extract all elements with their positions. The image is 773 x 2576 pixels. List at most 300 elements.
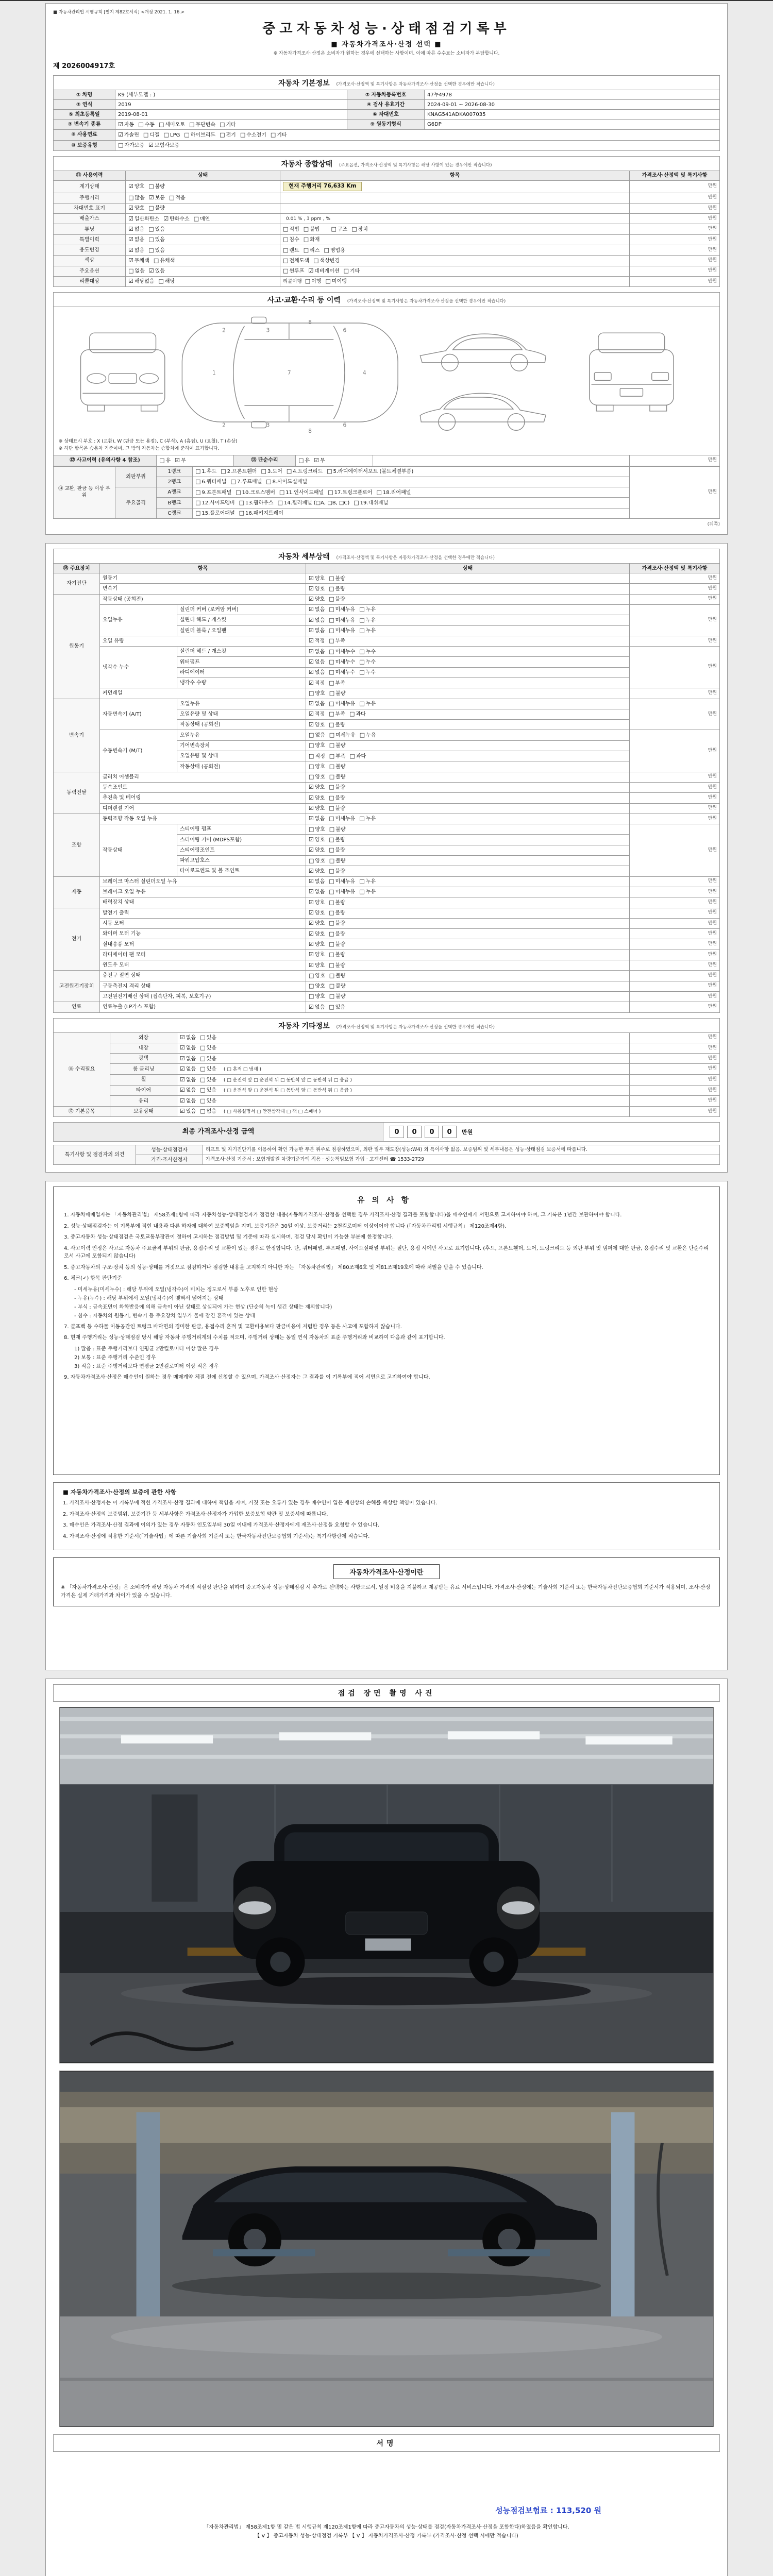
checkbox-양호[interactable] — [309, 794, 325, 802]
checkbox-양호[interactable] — [309, 575, 325, 582]
checkbox-영업용[interactable] — [324, 247, 345, 254]
checkbox-8.사이드실패널[interactable] — [266, 478, 307, 485]
checkbox-있음[interactable] — [200, 1076, 216, 1083]
checkbox-해당없음[interactable] — [128, 278, 155, 285]
checkbox-전기[interactable] — [220, 131, 236, 139]
amount-digit: 0 — [442, 1126, 457, 1138]
checkbox-없음[interactable] — [309, 648, 325, 655]
checkbox-양호[interactable] — [309, 826, 325, 833]
checkbox-없음[interactable] — [180, 1065, 196, 1073]
table-row — [54, 918, 720, 928]
checkbox-무단변속[interactable] — [189, 121, 215, 128]
checkbox-유[interactable] — [159, 457, 171, 464]
checkbox-없음[interactable] — [180, 1097, 196, 1105]
table-row — [54, 876, 720, 887]
checkbox-13.휠하우스[interactable] — [239, 499, 274, 506]
checkbox-16.패키지트레이[interactable] — [239, 510, 283, 517]
checkbox-label: 양호 — [314, 806, 325, 812]
checkbox-불량[interactable] — [329, 794, 345, 802]
checkbox-11.인사이드패널[interactable] — [279, 489, 324, 496]
checkbox-자동[interactable] — [118, 121, 134, 128]
checkbox-없음[interactable] — [309, 1004, 325, 1011]
form-reference: ■ 자동차관리법 시행규칙 [별지 제82호서식] <개정 2021. 1. 16.> — [53, 10, 185, 15]
checkbox-label: 양호 — [314, 921, 325, 927]
vin-label: ⑥ 차대번호 — [347, 110, 425, 120]
checkbox-label: 있음 — [155, 226, 165, 232]
checkbox-양호[interactable] — [309, 585, 325, 592]
checkbox-양호[interactable] — [309, 846, 325, 854]
checkbox-누수[interactable] — [359, 658, 376, 666]
checkbox-썬루프[interactable] — [283, 267, 304, 275]
document-sheet — [45, 3, 728, 2576]
exchange-panel-table — [53, 466, 720, 519]
checkbox-과다[interactable] — [349, 753, 366, 760]
checkbox-4.트렁크리드[interactable] — [287, 468, 323, 475]
checkbox-양호[interactable] — [309, 993, 325, 1000]
checkbox-양호[interactable] — [309, 941, 325, 948]
checkbox-가솔린[interactable] — [118, 131, 139, 139]
checkbox-누유[interactable] — [359, 606, 376, 613]
checkbox-2.프론트휀더[interactable] — [221, 468, 257, 475]
checkbox-적정[interactable] — [309, 680, 325, 687]
checkbox-icon: □ — [329, 648, 334, 655]
checkbox-label: 5.라디에이터서포트 (볼트체결부품) — [333, 469, 414, 475]
state-cell — [126, 234, 280, 245]
checkbox-불량[interactable] — [329, 690, 346, 697]
checkbox-적정[interactable] — [309, 637, 325, 645]
checkbox-LPG[interactable] — [164, 131, 180, 139]
checkbox-불량[interactable] — [329, 721, 345, 728]
checkbox-유채색[interactable] — [154, 257, 175, 264]
checkbox-14.필러패널 (□A, □B, □C)[interactable] — [278, 499, 350, 506]
checkbox-label: 미세누수 — [335, 670, 356, 676]
checkbox-icon: □ — [329, 930, 334, 937]
checkbox-양호[interactable] — [309, 805, 325, 812]
checkbox-미세누수[interactable] — [329, 669, 355, 676]
item-label: 와이퍼 모터 기능 — [100, 929, 306, 939]
checkbox-불량[interactable] — [329, 857, 346, 865]
checkbox-미세누수[interactable] — [329, 648, 355, 655]
checkbox-없음[interactable] — [309, 658, 325, 666]
price-cell: 만원 — [630, 699, 720, 730]
checkbox-icon: □ — [331, 225, 337, 232]
checkbox-양호[interactable] — [309, 982, 325, 990]
checkbox-색상변경[interactable] — [313, 257, 340, 264]
table-row — [54, 1123, 720, 1142]
checkbox-icon: □ — [200, 1044, 206, 1052]
checkbox-매연[interactable] — [194, 215, 210, 223]
checkbox-label: 보통 — [155, 195, 165, 201]
state-cell — [306, 782, 630, 792]
checkbox-label: 누수 — [365, 670, 376, 676]
checkbox-미세누유[interactable] — [329, 700, 355, 707]
checkbox-label: 불량 — [335, 858, 346, 864]
notice-subitem: - 미세누유(미세누수) : 해당 부위에 오일(냉각수)이 비치는 정도로서 부품 노후로 인한 현상 — [74, 1286, 278, 1293]
checkbox-기타[interactable] — [271, 131, 287, 139]
checkbox-미세누수[interactable] — [329, 658, 355, 666]
checkbox-양호[interactable] — [309, 920, 325, 927]
checkbox-label: 10.크로스멤버 — [242, 489, 275, 496]
checkbox-침수[interactable] — [283, 236, 299, 243]
checkbox-있음[interactable] — [329, 1004, 345, 1011]
checkbox-누유[interactable] — [359, 815, 376, 822]
checkbox-불량[interactable] — [148, 205, 165, 212]
checkbox-있음[interactable] — [200, 1055, 216, 1062]
checkbox-불량[interactable] — [329, 742, 346, 749]
checkbox-icon: □ — [329, 982, 335, 990]
checkbox-없음[interactable] — [309, 888, 325, 895]
checkbox-12.사이드멤버[interactable] — [195, 499, 235, 506]
checkbox-양호[interactable] — [309, 951, 325, 958]
checkbox-부족[interactable] — [329, 710, 345, 718]
checkbox-불량[interactable] — [329, 993, 346, 1000]
state-cell — [306, 929, 630, 939]
checkbox-양호[interactable] — [309, 721, 325, 728]
checkbox-적법[interactable] — [283, 226, 299, 233]
table-row — [54, 245, 720, 256]
table-row — [54, 1002, 720, 1012]
checkbox-없음[interactable] — [309, 700, 325, 707]
checkbox-없음[interactable] — [309, 815, 325, 822]
checkbox-없음[interactable] — [180, 1076, 196, 1083]
checkbox-불량[interactable] — [329, 585, 345, 592]
state-cell — [306, 584, 630, 594]
insurance-fee-value: 113,520 원 — [556, 2506, 601, 2516]
checkbox-기타[interactable] — [220, 121, 236, 128]
checkbox-양호[interactable] — [309, 962, 325, 969]
checkbox-있음[interactable] — [200, 1097, 216, 1105]
checkbox-9.프론트패널[interactable] — [195, 489, 231, 496]
checkbox-label: 없음 — [186, 1056, 196, 1062]
checkbox-불량[interactable] — [329, 972, 346, 979]
checkbox-부족[interactable] — [329, 637, 345, 645]
device-label: 고전원전기장치 — [54, 971, 100, 1002]
checkbox-누유[interactable] — [360, 732, 376, 739]
checkbox-불량[interactable] — [329, 962, 345, 969]
checkbox-해당[interactable] — [159, 278, 175, 285]
checkbox-양호[interactable] — [309, 868, 325, 875]
checkbox-있음[interactable] — [200, 1034, 216, 1041]
checkbox-누수[interactable] — [359, 669, 376, 676]
checkbox-없음[interactable] — [309, 627, 325, 634]
checkbox-장치[interactable] — [351, 226, 368, 233]
guarantee-item: 4. 가격조사·산정에 적용한 기준서(「기술사법」에 따른 기술사회 기준서 또는 한국자동차진단보증협회 기준서)는 특기사항란에 적습니다. — [63, 1533, 370, 1539]
checkbox-label: 누수 — [365, 649, 376, 655]
checkbox-양호[interactable] — [309, 690, 325, 697]
state-cell — [306, 604, 630, 615]
checkbox-수소전기[interactable] — [240, 131, 266, 139]
checkbox-부족[interactable] — [329, 680, 345, 687]
checkbox-적음[interactable] — [169, 194, 186, 201]
checkbox-없음[interactable] — [309, 606, 325, 613]
checkbox-3.도어[interactable] — [261, 468, 282, 475]
checkbox-불량[interactable] — [329, 951, 345, 958]
checkbox-탄화수소[interactable] — [163, 215, 190, 223]
checkbox-불량[interactable] — [329, 930, 345, 938]
table-row — [54, 140, 720, 150]
checkbox-미세누유[interactable] — [329, 878, 355, 885]
page-2 — [45, 543, 728, 1173]
checkbox-누유[interactable] — [359, 617, 376, 624]
checkbox-많음[interactable] — [128, 194, 145, 201]
state-cell — [306, 908, 630, 918]
checkbox-없음[interactable] — [309, 617, 325, 624]
checkbox-누수[interactable] — [359, 648, 376, 655]
price-cell: 만원 — [630, 1064, 720, 1075]
checkbox-누유[interactable] — [359, 888, 376, 895]
opinion-text: 리프트 및 자기진단기를 이용하여 확인 가능한 부분 위주로 점검하였으며, 외판 일부 재도장(성능:W4) 외 특이사항 없음. 보증범위 및 세부내용은 성능·상태점검 보증서에 따릅니다. — [203, 1145, 720, 1155]
checkbox-label: 누유 — [365, 889, 376, 895]
checkbox-icon: □ — [148, 205, 154, 212]
checkbox-15.플로어패널[interactable] — [195, 510, 235, 517]
checkbox-없음[interactable] — [180, 1034, 196, 1041]
checkbox-label: 4.트렁크리드 — [293, 469, 323, 475]
checkbox-19.대쉬패널[interactable] — [354, 499, 388, 506]
checkbox-불량[interactable] — [329, 836, 345, 843]
checkbox-불량[interactable] — [329, 899, 345, 906]
checkbox-누유[interactable] — [359, 627, 376, 634]
checkbox-있음[interactable] — [148, 236, 165, 243]
checkbox-icon: □ — [200, 1034, 206, 1041]
checkbox-양호[interactable] — [309, 784, 325, 791]
checkbox-불량[interactable] — [329, 846, 345, 854]
item-label: 브레이크 마스터 실린더오일 누유 — [100, 876, 306, 887]
checkbox-icon: ☑ — [309, 794, 314, 801]
state-cell — [126, 266, 280, 276]
page-4 — [45, 1679, 728, 2576]
notice-item: 9. 자동차가격조사·산정은 매수인이 원하는 경우 매매계약 체결 전에 신청할 수 있으며, 가격조사·산정자는 그 결과를 이 기록부에 적어 서면으로 고지하여야 합니다. — [64, 1374, 430, 1380]
svg-text:3: 3 — [266, 422, 270, 429]
checkbox-label: 부족 — [335, 711, 345, 718]
checkbox-불량[interactable] — [329, 920, 345, 927]
checkbox-label: 무단변속 — [195, 122, 216, 128]
checkbox-미이행[interactable] — [325, 278, 346, 285]
checkbox-있음[interactable] — [200, 1087, 216, 1094]
state-cell — [306, 772, 630, 782]
checkbox-자가보증[interactable] — [118, 142, 144, 149]
inspection-photo-1-image — [60, 1707, 713, 2063]
checkbox-무[interactable] — [175, 457, 186, 464]
checkbox-양호[interactable] — [128, 183, 144, 190]
checkbox-icon: □ — [283, 246, 289, 253]
checkbox-icon: □ — [329, 920, 334, 927]
checkbox-하이브리드[interactable] — [184, 131, 215, 139]
checkbox-없음[interactable] — [309, 732, 325, 739]
checkbox-없음[interactable] — [180, 1055, 196, 1062]
checkbox-보통[interactable] — [149, 194, 165, 201]
table-row — [54, 193, 720, 203]
svg-text:7: 7 — [287, 370, 291, 377]
checkbox-불량[interactable] — [329, 805, 345, 812]
checkbox-7.루프패널[interactable] — [231, 478, 262, 485]
checkbox-label: 불량 — [155, 184, 165, 190]
checkbox-미세누유[interactable] — [329, 627, 355, 634]
checkbox-양호[interactable] — [309, 836, 325, 843]
warranty-type-options — [115, 140, 720, 150]
checkbox-없음[interactable] — [128, 226, 144, 233]
checkbox-전체도색[interactable] — [283, 257, 309, 264]
checkbox-있음[interactable] — [200, 1044, 216, 1052]
checkbox-있음[interactable] — [148, 226, 165, 233]
checkbox-적정[interactable] — [309, 710, 325, 718]
checkbox-미세누유[interactable] — [329, 815, 355, 822]
checkbox-6.쿼터패널[interactable] — [195, 478, 227, 485]
checkbox-있음[interactable] — [148, 247, 165, 254]
exchange-label: ⑭ 교환, 판금 등 이상 부위 — [54, 466, 115, 518]
checkbox-없음[interactable] — [128, 267, 145, 275]
checkbox-이행[interactable] — [305, 278, 322, 285]
checkbox-기타[interactable] — [344, 267, 360, 275]
item-label: 자동변속기 (A/T) — [100, 699, 177, 730]
checkbox-불량[interactable] — [329, 575, 345, 582]
state-cell — [306, 615, 630, 625]
checkbox-없음[interactable] — [180, 1044, 196, 1052]
checkbox-렌트[interactable] — [283, 247, 299, 254]
checkbox-불량[interactable] — [329, 826, 346, 833]
price-cell: 만원 — [630, 203, 720, 213]
checkbox-양호[interactable] — [309, 899, 325, 906]
checkbox-없음[interactable] — [309, 669, 325, 676]
checkbox-icon: □ — [309, 982, 314, 990]
checkbox-label: 11.인사이드패널 — [285, 489, 324, 496]
checkbox-보험사보증[interactable] — [148, 142, 179, 149]
checkbox-유[interactable] — [298, 457, 310, 464]
checkbox-미세누유[interactable] — [329, 617, 355, 624]
checkbox-양호[interactable] — [309, 742, 325, 749]
checkbox-없음[interactable] — [309, 878, 325, 885]
checkbox-리스[interactable] — [304, 247, 320, 254]
final-price-table — [53, 1122, 720, 1142]
state-cell — [126, 214, 280, 224]
checkbox-있음[interactable] — [180, 1108, 196, 1115]
checkbox-18.리어패널[interactable] — [376, 489, 411, 496]
checkbox-icon: ☑ — [309, 815, 314, 822]
checkbox-label: 불량 — [335, 921, 345, 927]
checkbox-label: 유 — [165, 457, 171, 464]
checkbox-양호[interactable] — [309, 857, 325, 865]
checkbox-화재[interactable] — [304, 236, 320, 243]
notice-item: 7. 골프백 등 수하물 이동공간인 트렁크 바닥면의 경미한 판금, 용접수리 흔적 및 교환비용보다 판금비용이 저렴한 경우 등은 사고에 포함하지 않습니다. — [64, 1324, 402, 1330]
checkbox-없음[interactable] — [128, 236, 144, 243]
checkbox-불량[interactable] — [329, 982, 346, 990]
checkbox-불량[interactable] — [329, 909, 345, 917]
checkbox-불량[interactable] — [329, 784, 345, 791]
basic-items-group-label: ⑰ 기본품목 — [54, 1106, 110, 1117]
checkbox-icon: □ — [143, 131, 149, 138]
checkbox-불량[interactable] — [148, 183, 165, 190]
checkbox-수동[interactable] — [138, 121, 155, 128]
checkbox-불량[interactable] — [329, 596, 345, 603]
rank-items — [193, 487, 630, 498]
checkbox-불법[interactable] — [304, 226, 320, 233]
checkbox-누유[interactable] — [359, 700, 376, 707]
checkbox-label: 양호 — [314, 910, 325, 917]
checkbox-양호[interactable] — [309, 930, 325, 938]
checkbox-17.트렁크플로어[interactable] — [328, 489, 372, 496]
checkbox-없음[interactable] — [180, 1087, 196, 1094]
checkbox-무채색[interactable] — [128, 257, 149, 264]
checkbox-불량[interactable] — [329, 773, 346, 781]
checkbox-label: 양호 — [314, 952, 325, 958]
state-cell — [306, 594, 630, 604]
checkbox-icon: ☑ — [309, 574, 314, 582]
checkbox-양호[interactable] — [128, 205, 144, 212]
checkbox-무[interactable] — [314, 457, 325, 464]
checkbox-양호[interactable] — [309, 763, 325, 770]
legal-line-1: 「자동차관리법」 제58조제1항 및 같은 법 시행규칙 제120조제1항에 따라 중고자동차의 성능·상태를 점검(자동차가격조사·산정을 포함한다)하였음을 확인합니다. — [204, 2524, 569, 2531]
checkbox-1.후드[interactable] — [195, 468, 216, 475]
table-row — [54, 1096, 720, 1106]
checkbox-label: 없음 — [314, 1004, 325, 1010]
checkbox-불량[interactable] — [329, 868, 345, 875]
checkbox-label: 불량 — [335, 910, 345, 917]
checkbox-세미오토[interactable] — [159, 121, 185, 128]
checkbox-일산화탄소[interactable] — [128, 215, 159, 223]
checkbox-미세누유[interactable] — [329, 732, 356, 739]
checkbox-label: 14.필러패널 (□A, □B, □C) — [283, 500, 350, 506]
price-cell: 만원 — [630, 730, 720, 772]
checkbox-구조[interactable] — [331, 226, 347, 233]
checkbox-과다[interactable] — [349, 710, 366, 718]
checkbox-label: 없음 — [134, 237, 145, 243]
checkbox-label: 없음 — [314, 607, 325, 613]
table-row — [54, 594, 720, 604]
checkbox-불량[interactable] — [329, 941, 345, 948]
checkbox-label: 양호 — [314, 722, 325, 728]
checkbox-icon: □ — [329, 721, 334, 728]
part-label: 워터펌프 — [177, 657, 306, 667]
checkbox-label: 양호 — [314, 848, 325, 854]
notice-item: 8. 현재 주행거리는 성능·상태점검 당시 해당 자동차 주행거리계의 수치를 적으며, 주행거리 상태는 동일 연식 자동차의 표준 주행거리와 비교하여 다음과 같이 표기합니다. — [64, 1335, 445, 1341]
signature-section-title: 서명 — [53, 2434, 720, 2452]
state-cell — [306, 814, 630, 824]
checkbox-미세누유[interactable] — [329, 606, 355, 613]
table-row — [54, 730, 720, 740]
checkbox-불량[interactable] — [329, 763, 346, 770]
part-label: 작동상태 (공회전) — [177, 761, 306, 772]
checkbox-icon: □ — [200, 1065, 206, 1072]
checkbox-icon: □ — [359, 700, 365, 707]
checkbox-미세누유[interactable] — [329, 888, 355, 895]
checkbox-없음[interactable] — [200, 1108, 216, 1115]
table-row — [54, 803, 720, 814]
price-cell: 만원 — [630, 466, 720, 518]
checkbox-label: LPG — [170, 132, 180, 138]
checkbox-양호[interactable] — [309, 773, 325, 781]
item-label: 브레이크 오일 누유 — [100, 887, 306, 897]
checkbox-부족[interactable] — [329, 753, 346, 760]
checkbox-양호[interactable] — [309, 596, 325, 603]
checkbox-있음[interactable] — [149, 267, 165, 275]
checkbox-있음[interactable] — [200, 1065, 216, 1073]
checkbox-label: 있음 — [206, 1045, 216, 1052]
checkbox-적정[interactable] — [309, 753, 325, 760]
price-cell: 만원 — [630, 594, 720, 604]
checkbox-5.라디에이터서포트 (볼트체결부품)[interactable] — [327, 468, 413, 475]
state-cell — [126, 256, 280, 266]
checkbox-양호[interactable] — [309, 909, 325, 917]
checkbox-label: 양호 — [314, 900, 325, 906]
checkbox-10.크로스멤버[interactable] — [236, 489, 275, 496]
checkbox-label: 양호 — [314, 597, 325, 603]
table-row — [54, 688, 720, 699]
checkbox-누유[interactable] — [359, 878, 376, 885]
checkbox-양호[interactable] — [309, 972, 325, 979]
checkbox-없음[interactable] — [128, 247, 144, 254]
checkbox-네비게이션[interactable] — [308, 267, 339, 275]
item-cell — [280, 214, 630, 224]
checkbox-디젤[interactable] — [143, 131, 160, 139]
